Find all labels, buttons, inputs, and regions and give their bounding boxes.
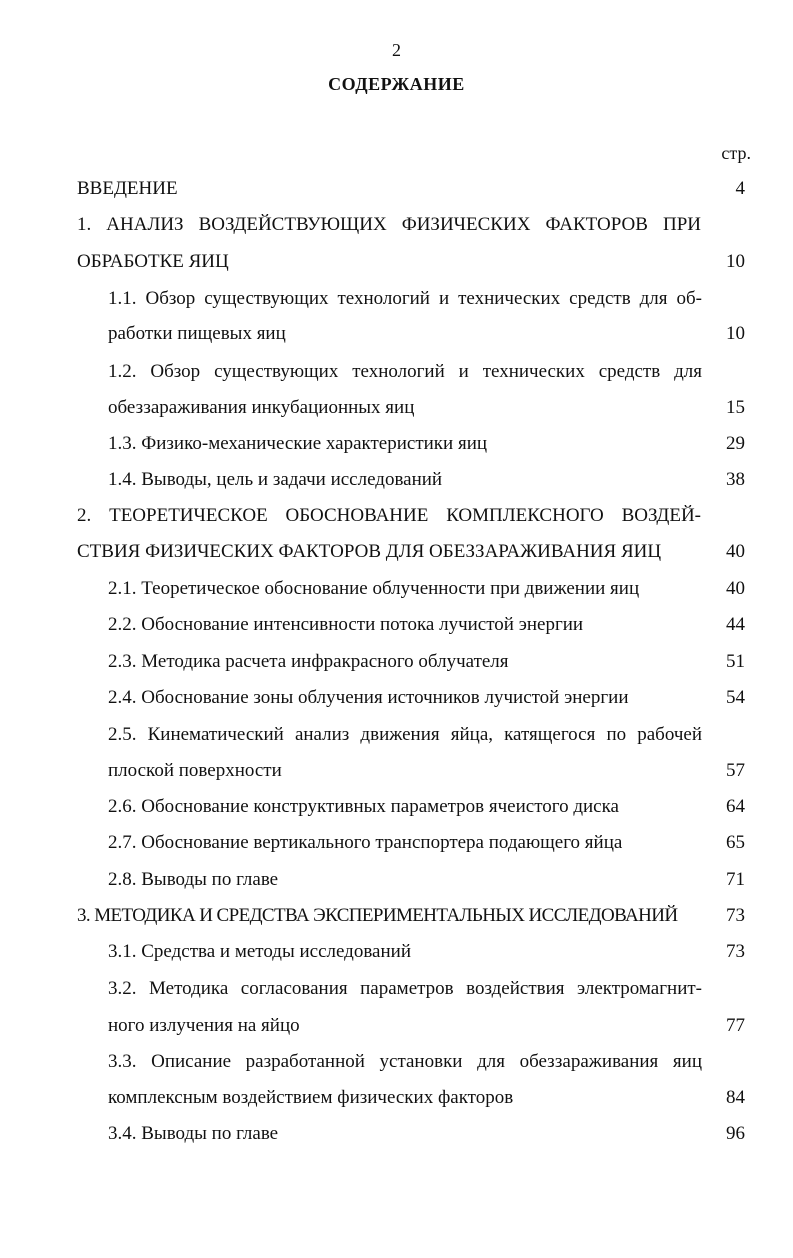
toc-entry-text: 2.1. Теоретическое обоснование облученности при движении яиц	[108, 578, 640, 599]
toc-entry-page: 10	[726, 323, 745, 344]
toc-entry-text: 2.2. Обоснование интенсивности потока лучистой энергии	[108, 614, 584, 635]
toc-entry-text: обеззараживания инкубационных яиц	[108, 397, 415, 418]
toc-entry-page: 71	[726, 869, 745, 890]
toc-entry-text: 3.2. Методика согласования параметров воздействия электромагнит-	[108, 978, 702, 999]
toc-entry-text: 2.5. Кинематический анализ движения яйца, катящегося по рабочей	[108, 724, 702, 745]
toc-entry-page: 44	[726, 614, 745, 635]
toc-entry-page: 64	[726, 796, 745, 817]
toc-entry-text: 3. МЕТОДИКА И СРЕДСТВА ЭКСПЕРИМЕНТАЛЬНЫХ ИССЛЕДОВАНИЙ	[77, 905, 678, 926]
toc-entry-text: 1.4. Выводы, цель и задачи исследований	[108, 469, 443, 490]
toc-entry-text: комплексным воздействием физических факторов	[108, 1087, 514, 1108]
toc-entry-text: 1.3. Физико-механические характеристики яиц	[108, 433, 488, 454]
toc-entry-text: 2.4. Обоснование зоны облучения источников лучистой энергии	[108, 687, 629, 708]
toc-entry-text: 3.4. Выводы по главе	[108, 1123, 279, 1144]
toc-entry-text: СТВИЯ ФИЗИЧЕСКИХ ФАКТОРОВ ДЛЯ ОБЕЗЗАРАЖИВАНИЯ ЯИЦ	[77, 541, 662, 562]
toc-entry-text: плоской поверхности	[108, 760, 282, 781]
toc-entry-page: 10	[726, 251, 745, 272]
toc-entry-page: 84	[726, 1087, 745, 1108]
toc-entry-page: 54	[726, 687, 745, 708]
page-title: СОДЕРЖАНИЕ	[328, 74, 465, 94]
toc-entry-text: 3.3. Описание разработанной установки для обеззараживания яиц	[108, 1051, 702, 1072]
toc-entry-page: 77	[726, 1015, 745, 1036]
toc-entry-page: 40	[726, 578, 745, 599]
toc-entry-page: 29	[726, 433, 745, 454]
toc-entry-page: 15	[726, 397, 745, 418]
toc-entry-page: 38	[726, 469, 745, 490]
toc-entry-text: 3.1. Средства и методы исследований	[108, 941, 411, 962]
toc-entry-text: ВВЕДЕНИЕ	[77, 178, 178, 199]
toc-entry-text: 2.6. Обоснование конструктивных параметров ячеистого диска	[108, 796, 619, 817]
page-column-label: стр.	[721, 143, 751, 163]
toc-entry-page: 40	[726, 541, 745, 562]
toc-entry-text: 2.8. Выводы по главе	[108, 869, 279, 890]
page-number: 2	[392, 40, 401, 60]
toc-entry-text: ного излучения на яйцо	[108, 1015, 300, 1036]
toc-entry-page: 65	[726, 832, 745, 853]
toc-entry-page: 73	[726, 941, 745, 962]
toc-entry-text: 2. ТЕОРЕТИЧЕСКОЕ ОБОСНОВАНИЕ КОМПЛЕКСНОГО ВОЗДЕЙ-	[77, 505, 701, 526]
toc-entry-text: 2.3. Методика расчета инфракрасного облучателя	[108, 651, 509, 672]
toc-entry-text: 1. АНАЛИЗ ВОЗДЕЙСТВУЮЩИХ ФИЗИЧЕСКИХ ФАКТОРОВ ПРИ	[77, 214, 701, 235]
toc-entry-text: работки пищевых яиц	[108, 323, 286, 344]
toc-entry-page: 57	[726, 760, 745, 781]
toc-entry-page: 4	[735, 178, 745, 199]
toc-entry-text: ОБРАБОТКЕ ЯИЦ	[77, 251, 229, 272]
toc-entry-page: 96	[726, 1123, 745, 1144]
toc-entry-page: 73	[726, 905, 745, 926]
toc-entry-text: 1.2. Обзор существующих технологий и технических средств для	[108, 361, 702, 382]
toc-entry-text: 1.1. Обзор существующих технологий и технических средств для об-	[108, 288, 702, 309]
toc-entry-text: 2.7. Обоснование вертикального транспортера подающего яйца	[108, 832, 623, 853]
toc-entry-page: 51	[726, 651, 745, 672]
